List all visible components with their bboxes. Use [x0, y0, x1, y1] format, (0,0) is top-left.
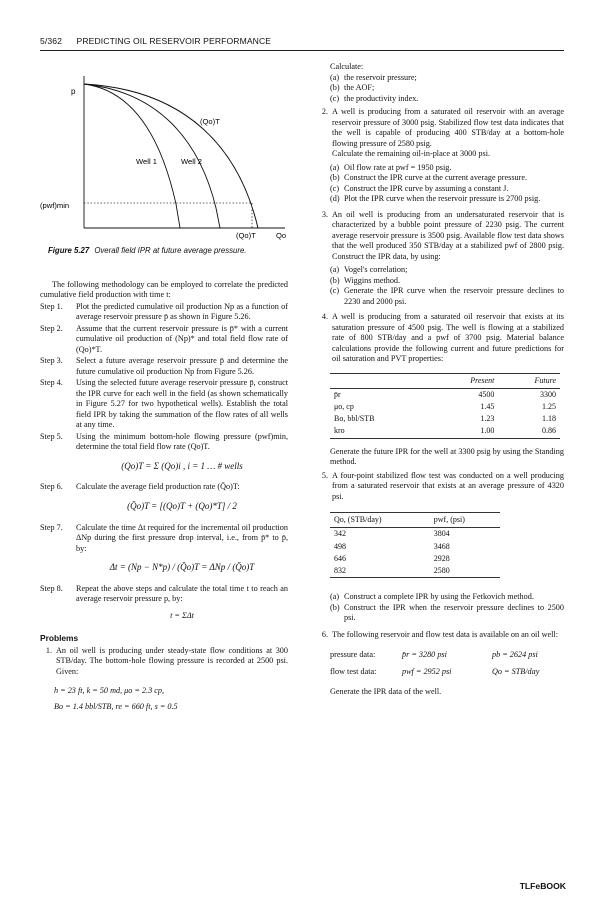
equation-step-7: Δt = (Np − N*p) / (Q̄o)T = ΔNp / (Q̄o)T: [109, 562, 255, 572]
equation-step-8: t = ΣΔt: [170, 610, 194, 620]
figure-label: Figure 5.27: [48, 246, 90, 255]
page-number: 5/362: [40, 36, 63, 46]
table-row: 832 2580: [330, 565, 500, 578]
table-row: kro 1.00 0.86: [330, 425, 560, 438]
step-7: Step 7. Calculate the time Δt required for the incremental oil production ΔNp during the first pressure drop interval, i.e., from p̄* to p̄, by:: [40, 522, 288, 553]
running-title: PREDICTING OIL RESERVOIR PERFORMANCE: [76, 36, 272, 46]
table-row: 498 3468: [334, 541, 450, 551]
p2-item-c: (c) Construct the IPR curve by assuming a constant J.: [330, 183, 509, 193]
problem-2-text: A well is producing from a saturated oil reservoir with an average reservoir pressure of 3000 psig. Stabilized flow test data indicates that the well is capable of producing 400 STB/day at a bottom-hole flowing pressure of 2580 psig.: [332, 107, 564, 148]
table-row: p̄r 4500 3300: [334, 389, 556, 399]
p1-item-c: (c) the productivity index.: [330, 93, 419, 103]
well-1-label: Well 1: [136, 157, 157, 166]
problem-6-text: The following reservoir and flow test data is available on an oil well:: [332, 629, 558, 639]
problems-heading: Problems: [40, 633, 79, 644]
problem-2-text-2: Calculate the remaining oil-in-place at 3000 psi.: [332, 149, 491, 158]
problem-1-text: An oil well is producing under steady-state flow conditions at 300 STB/day. The bottom-hole flowing pressure is recorded at 2500 psi. Given:: [56, 645, 288, 676]
problem-5: 5. A four-point stabilized flow test was conducted on a well producing from a saturated reservoir that exists at an average pressure of 4320 psi.: [321, 470, 564, 501]
problem-1: 1. An oil well is producing under steady-state flow conditions at 300 STB/day. The bottom-hole flowing pressure is recorded at 2500 psi. Given:: [45, 645, 288, 676]
y-axis-label: p: [71, 87, 76, 96]
step-5: Step 5. Using the minimum bottom-hole flowing pressure (pwf)min, determine the total field flow rate (Qo)T.: [40, 431, 288, 452]
page-header: [40, 36, 564, 51]
step-3: Step 3. Select a future average reservoir pressure p̄ and determine the future cumulative oil production Np from Figure 5.26.: [40, 356, 288, 376]
step-6: Step 6. Calculate the average field production rate (Q̄o)T:: [40, 482, 240, 492]
pwf-min-label: (pwf)min: [40, 201, 70, 210]
problem-4-text: A well is producing from a saturated oil reservoir that exists at its saturation pressure of 4500 psig. The well is flowing at a stabilized rate of 800 STB/day and a pwf of 3700 psig. Material balance calculations provide the following current and future predictions for oil saturation and PVT properties:: [332, 312, 564, 363]
field-total-ipr-curve: [84, 84, 258, 228]
curve-total-label: (Qo)T: [200, 117, 220, 126]
p4-properties-table: [330, 373, 560, 439]
table-row: μo, cp 1.45 1.25: [334, 401, 556, 411]
p4-after-text: Generate the future IPR for the well at 3300 psig by using the Standing method.: [330, 446, 564, 467]
p5-item-b: (b) Construct the IPR when the reservoir pressure declines to 2500 psi.: [330, 602, 564, 623]
x-axis-label: Qo: [276, 231, 287, 240]
table-row: Bo, bbl/STB 1.23 1.18: [334, 414, 556, 424]
p5-item-a: (a) Construct a complete IPR by using the Fetkovich method.: [330, 592, 534, 602]
calculate-label: Calculate:: [330, 62, 364, 71]
well-1-ipr-curve: [84, 84, 180, 228]
figure-5-27: [40, 62, 288, 242]
given-line-1: h = 23 ft, k = 50 md, μo = 2.3 cp,: [54, 686, 165, 696]
figure-caption-text: Overall field IPR at future average pressure.: [94, 246, 247, 255]
well-2-ipr-curve: [84, 84, 220, 228]
step-2: Step 2. Assume that the current reservoir pressure is p̄* with a current cumulative oil production of (Np)* and total field flow rate of (Qo)*T.: [40, 323, 288, 354]
table-header-row: Qo, (STB/day) pwf, (psi): [330, 513, 500, 528]
x-mark-label: (Qo)T: [236, 231, 256, 240]
left-column: [40, 62, 288, 714]
p6-flow-test-data: flow test data: pwf = 2952 psi Qo = STB/day: [330, 666, 540, 676]
p1-item-a: (a) the reservoir pressure;: [330, 72, 417, 82]
table-row: 342 3804: [334, 529, 450, 539]
step-8: Step 8. Repeat the above steps and calculate the total time t to reach an average reservoir pressure p, by:: [40, 583, 288, 604]
problem-3-text: An oil well is producing from an undersaturated reservoir that is characterized by a bubble point pressure of 2230 psig. The current average reservoir pressure is 3500 psig. Available flow test data shows that the well produced 350 STB/day at a stabilized pwf of 2800 psig. Construct the IPR data, by using:: [332, 209, 564, 261]
table-row: 646 2928: [334, 553, 450, 563]
equation-step-5: (Qo)T = Σ (Qo)i , i = 1 … # wells: [121, 460, 243, 471]
p2-item-d: (d) Plot the IPR curve when the reservoir pressure is 2700 psig.: [330, 194, 541, 203]
problem-2: 2. A well is producing from a saturated oil reservoir with an average reservoir pressure of 3000 psig. Stabilized flow test data indicates that the well is capable of producing 400 STB/day at a bottom-hole flowing pressure of 2580 psig. Calculate the remaining oil-in-place at 3000 psi.: [321, 107, 564, 158]
problem-6: 6. The following reservoir and flow test data is available on an oil well:: [316, 630, 564, 641]
well-2-label: Well 2: [181, 157, 202, 166]
p5-flow-test-table: [330, 512, 500, 578]
problem-1-givens: [54, 683, 288, 714]
p1-item-b: (b) the AOF;: [330, 83, 375, 92]
p3-item-b: (b) Wiggins method.: [330, 275, 401, 285]
figure-caption: [48, 246, 288, 256]
methodology-intro: The following methodology can be employed to correlate the predicted cumulative field production with time t:: [40, 279, 288, 300]
p6-pressure-data: pressure data: p̄r = 3280 psi pb = 2624 psi: [330, 650, 538, 660]
p3-item-a: (a) Vogel's correlation;: [330, 265, 408, 274]
ipr-chart: [40, 62, 288, 242]
p2-item-b: (b) Construct the IPR curve at the current average pressure.: [330, 173, 528, 182]
right-column: [316, 62, 564, 698]
problem-5-text: A four-point stabilized flow test was conducted on a well producing from a saturated reservoir that exists at an average pressure of 4320 psi.: [332, 470, 564, 501]
problem-4: 4. A well is producing from a saturated oil reservoir that exists at its saturation pressure of 4500 psig. The well is flowing at a stabilized rate of 800 STB/day and a pwf of 3700 psig. Material balance calculations provide the following current and future predictions for oil saturation and PVT properties:: [321, 312, 564, 363]
p6-after-text: Generate the IPR data of the well.: [330, 687, 442, 697]
given-line-2: Bo = 1.4 bbl/STB, re = 660 ft, s = 0.5: [54, 701, 178, 711]
step-4: Step 4. Using the selected future average reservoir pressure p̄, construct the IPR curve for each well in the field (as shown schematically in Figure 5.27 for two hypothetical wells). Establish the total field IPR by taking the summation of the flow rates of all wells at any time.: [40, 378, 288, 430]
p2-item-a: (a) Oil flow rate at pwf = 1950 psig.: [330, 162, 452, 172]
problem-3: 3. An oil well is producing from an undersaturated reservoir that is characterized by a bubble point pressure of 2230 psig. The current average reservoir pressure is 3500 psig. Available flow test data shows that the well produced 350 STB/day at a stabilized pwf of 2800 psig. Construct the IPR data, by using:: [321, 209, 564, 261]
equation-step-6: (Q̄o)T = [(Qo)T + (Qo)*T] / 2: [127, 500, 237, 511]
step-1: Step 1. Plot the predicted cumulative oil production Np as a function of average reservoir pressure p̄ as shown in Figure 5.26.: [40, 301, 288, 322]
p3-item-c: (c) Generate the IPR curve when the reservoir pressure declines to 2230 and 2000 psi.: [330, 286, 564, 306]
footer-watermark: TLFeBOOK: [519, 881, 566, 891]
table-header-row: Present Future: [330, 373, 560, 388]
